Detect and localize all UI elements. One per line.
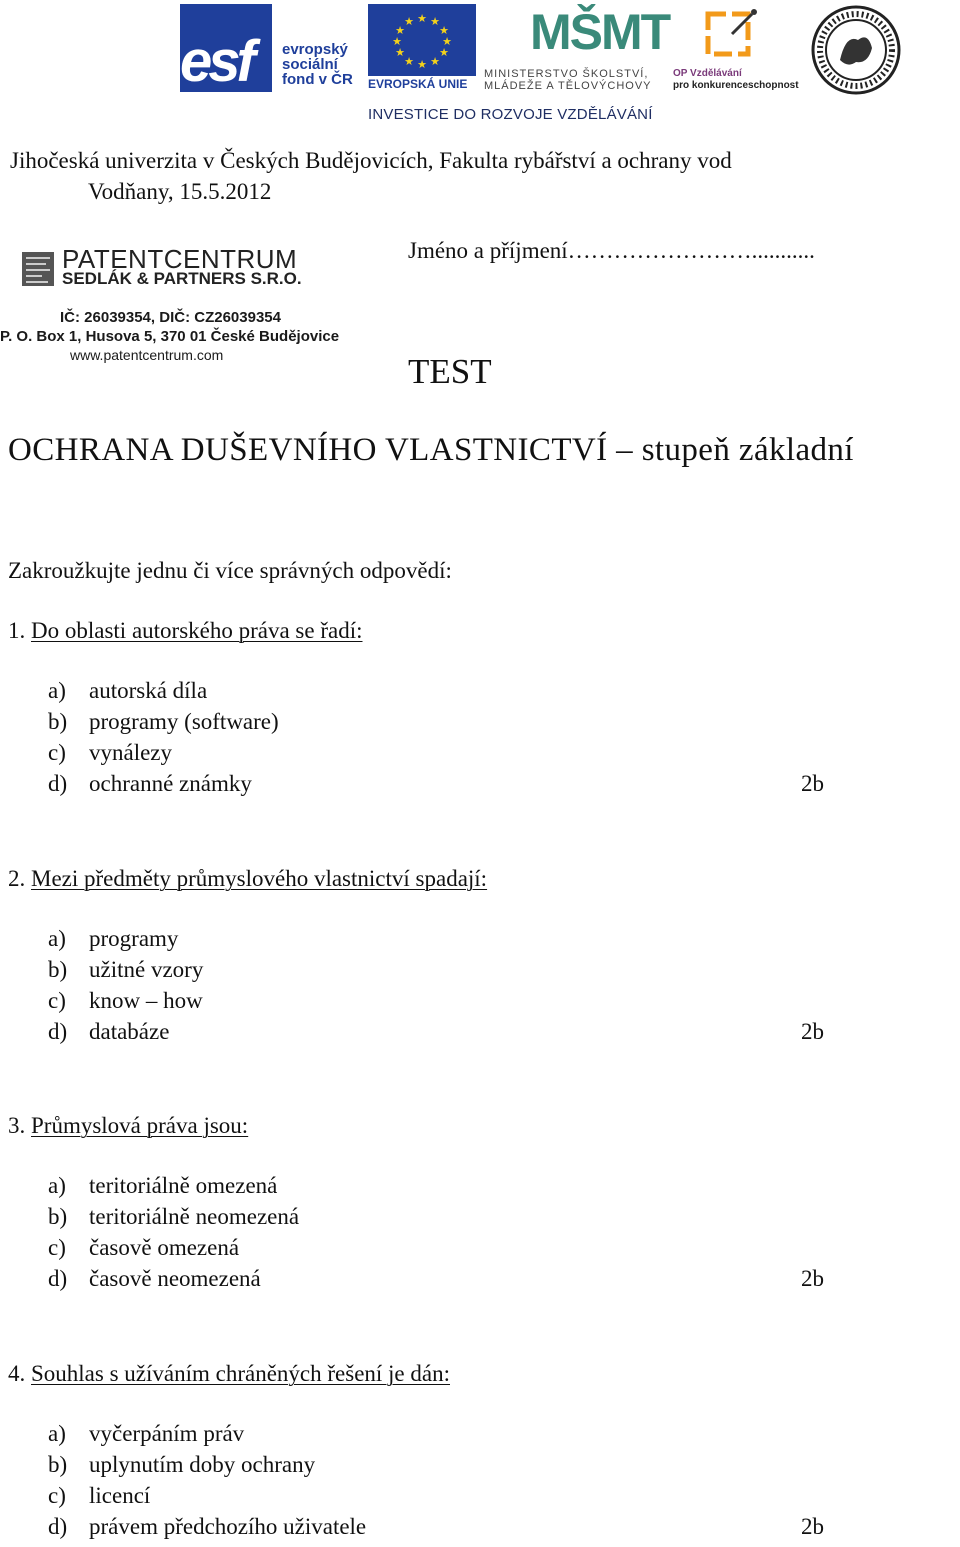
answer-option[interactable]: a) teritoriálně omezená bbox=[48, 1173, 278, 1198]
answer-option[interactable]: c) know – how bbox=[48, 988, 203, 1013]
svg-text:★: ★ bbox=[404, 15, 414, 28]
question-3 bbox=[8, 1113, 868, 1294]
company-subtitle: SEDLÁK & PARTNERS S.R.O. bbox=[62, 269, 302, 288]
patentcentrum-logo-icon bbox=[20, 250, 56, 288]
answer-option[interactable]: a) programy bbox=[48, 926, 179, 951]
answer-option[interactable]: a) autorská díla bbox=[48, 678, 208, 703]
svg-text:★: ★ bbox=[395, 24, 405, 37]
answer-option[interactable]: b) programy (software) bbox=[48, 709, 279, 734]
answer-option[interactable]: c) vynálezy bbox=[48, 740, 173, 765]
logo-strip bbox=[0, 0, 960, 130]
eu-logo-label: EVROPSKÁ UNIE bbox=[368, 77, 468, 91]
answer-list bbox=[8, 923, 868, 1047]
company-ids: IČ: 26039354, DIČ: CZ26039354 bbox=[60, 309, 281, 326]
svg-text:★: ★ bbox=[392, 35, 402, 48]
answer-option[interactable]: c) časově omezená bbox=[48, 1235, 240, 1260]
svg-text:★: ★ bbox=[417, 58, 427, 71]
university-seal-icon bbox=[810, 4, 902, 96]
msmt-logo-text: MINISTERSTVO ŠKOLSTVÍ, MLÁDEŽE A TĚLOVÝCHOVY bbox=[484, 68, 652, 92]
answer-option[interactable]: a) vyčerpáním práv bbox=[48, 1421, 245, 1446]
answer-option[interactable]: b) užitné vzory bbox=[48, 957, 204, 982]
svg-text:★: ★ bbox=[439, 46, 449, 59]
logo-tagline: INVESTICE DO ROZVOJE VZDĚLÁVÁNÍ bbox=[368, 106, 653, 123]
company-name: PATENTCENTRUM bbox=[62, 244, 298, 274]
esf-logo-text: evropský sociální fond v ČR bbox=[282, 41, 353, 88]
answer-list bbox=[8, 1170, 868, 1294]
instruction-text: Zakroužkujte jednu či více správných odpovědí: bbox=[8, 558, 452, 583]
question-number: 2. bbox=[8, 866, 26, 891]
answer-list bbox=[8, 1418, 868, 1542]
eu-flag-icon bbox=[368, 4, 476, 76]
test-title: TEST bbox=[408, 352, 492, 391]
answer-option[interactable]: b) uplynutím doby ochrany bbox=[48, 1452, 316, 1477]
question-number: 1. bbox=[8, 618, 26, 643]
esf-logo-mark: esf bbox=[180, 29, 252, 94]
question-text: Souhlas s užíváním chráněných řešení je dán: bbox=[31, 1361, 450, 1386]
subject-title: OCHRANA DUŠEVNÍHO VLASTNICTVÍ – stupeň základní bbox=[8, 432, 854, 468]
answer-option[interactable]: b) teritoriálně neomezená bbox=[48, 1204, 300, 1229]
svg-text:★: ★ bbox=[439, 24, 449, 37]
svg-text:★: ★ bbox=[417, 12, 427, 25]
question-text: Průmyslová práva jsou: bbox=[31, 1113, 249, 1138]
question-number: 3. bbox=[8, 1113, 26, 1138]
svg-text:★: ★ bbox=[430, 15, 440, 28]
company-web: www.patentcentrum.com bbox=[70, 347, 224, 363]
msmt-logo-mark: MŠMT bbox=[530, 4, 670, 60]
question-text: Do oblasti autorského práva se řadí: bbox=[31, 618, 363, 643]
points-label: 2b bbox=[801, 1019, 824, 1044]
op-logo-icon bbox=[702, 8, 762, 60]
question-4 bbox=[8, 1361, 868, 1542]
svg-text:★: ★ bbox=[442, 35, 452, 48]
svg-text:★: ★ bbox=[404, 55, 414, 68]
answer-option[interactable]: c) licencí bbox=[48, 1483, 151, 1508]
university-header bbox=[10, 145, 732, 207]
name-field-label: Jméno a příjmení……………………........... bbox=[408, 238, 815, 263]
points-label: 2b bbox=[801, 1514, 824, 1539]
points-label: 2b bbox=[801, 1266, 824, 1291]
question-2 bbox=[8, 866, 868, 1047]
svg-text:★: ★ bbox=[430, 55, 440, 68]
points-label: 2b bbox=[801, 771, 824, 796]
svg-text:★: ★ bbox=[395, 46, 405, 59]
answer-option[interactable]: d) právem předchozího uživatele 2b bbox=[48, 1511, 868, 1542]
answer-option[interactable]: d) databáze 2b bbox=[48, 1016, 868, 1047]
company-stamp bbox=[0, 308, 339, 365]
university-line: Jihočeská univerzita v Českých Budějovicích, Fakulta rybářství a ochrany vod bbox=[10, 148, 732, 173]
answer-list bbox=[8, 675, 868, 799]
question-text: Mezi předměty průmyslového vlastnictví spadají: bbox=[31, 866, 488, 891]
question-1 bbox=[8, 618, 868, 799]
answer-option[interactable]: d) ochranné známky 2b bbox=[48, 768, 868, 799]
op-logo-text: OP Vzdělávání pro konkurenceschopnost bbox=[673, 68, 799, 91]
company-address: P. O. Box 1, Husova 5, 370 01 České Budějovice bbox=[0, 328, 340, 345]
question-number: 4. bbox=[8, 1361, 26, 1386]
answer-option[interactable]: d) časově neomezená 2b bbox=[48, 1263, 868, 1294]
place-date: Vodňany, 15.5.2012 bbox=[88, 179, 272, 204]
